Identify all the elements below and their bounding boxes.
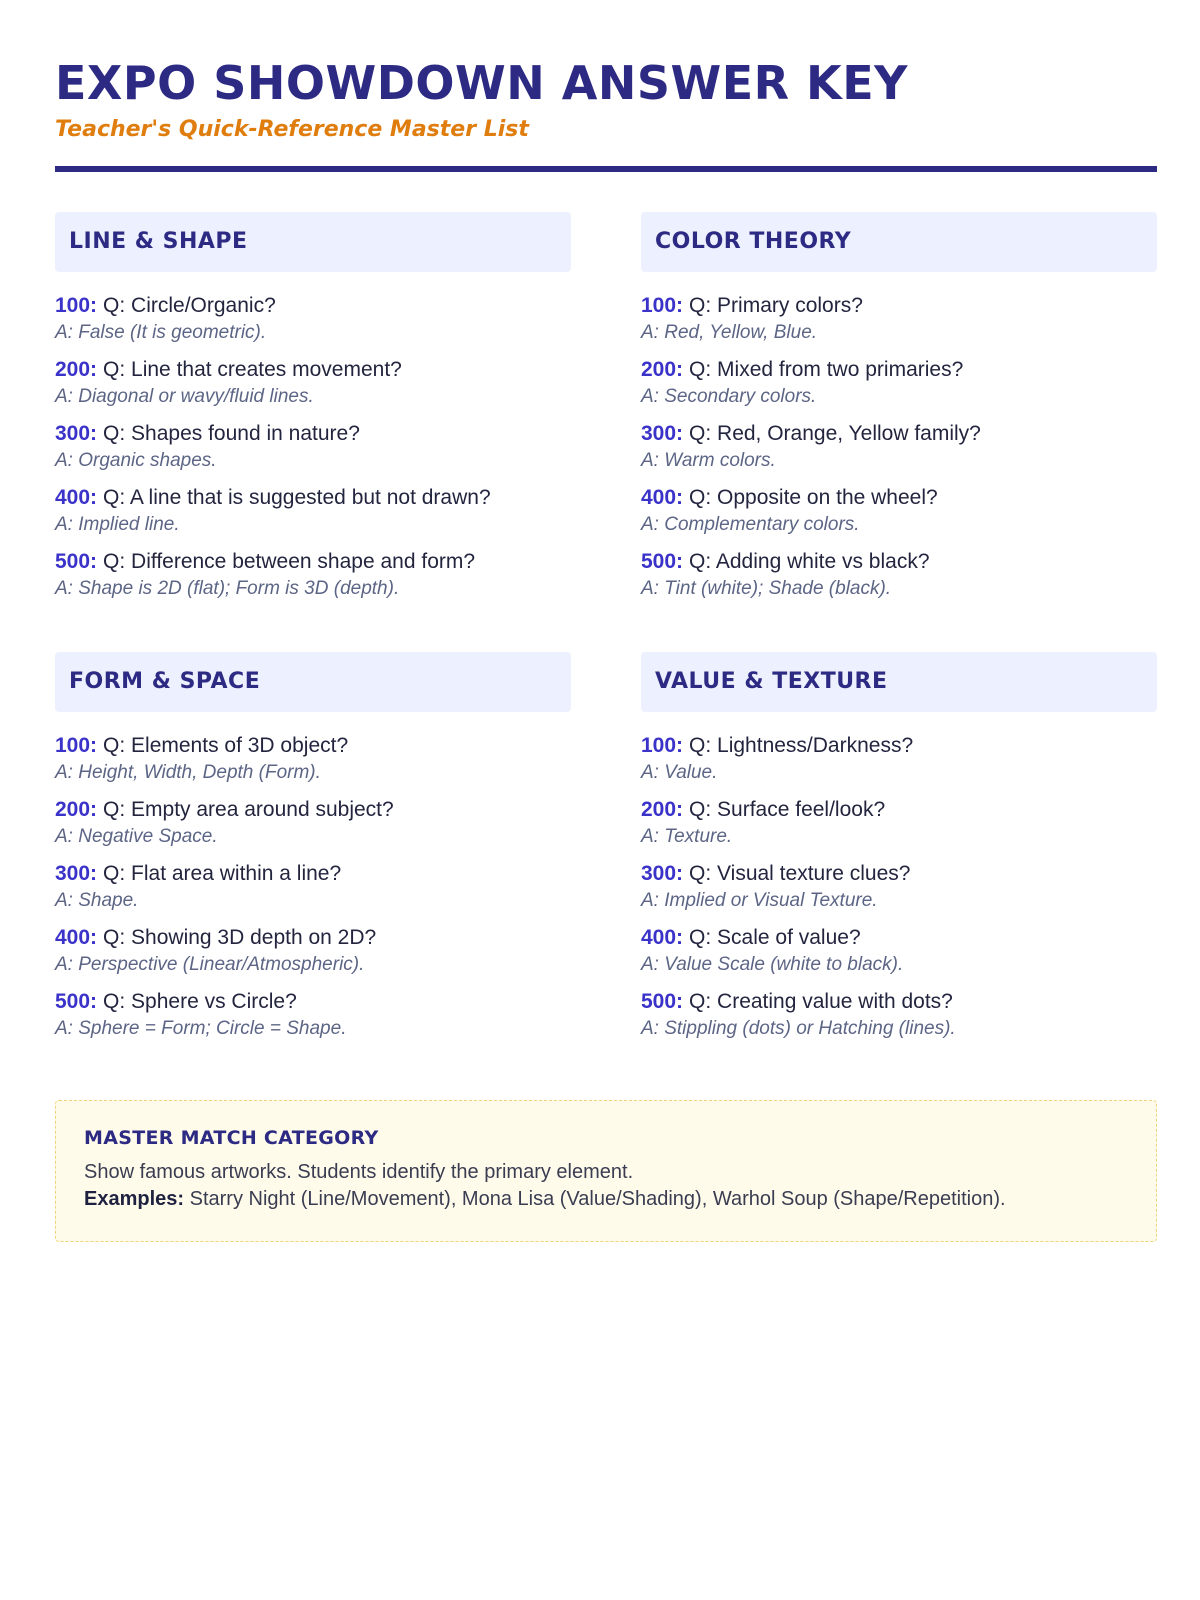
question-line [55, 484, 571, 512]
question-text: Q: Mixed from two primaries? [689, 358, 964, 381]
question-text: Q: Difference between shape and form? [103, 550, 476, 573]
question-line [641, 420, 1157, 448]
answer-text: A: False (It is geometric). [55, 322, 267, 343]
point-value: 400: [55, 926, 98, 949]
question-text: Q: Creating value with dots? [689, 990, 953, 1013]
question-line [641, 924, 1157, 952]
question-item [55, 924, 571, 978]
point-value: 100: [641, 734, 684, 757]
question-line [641, 292, 1157, 320]
answer-text: A: Complementary colors. [641, 514, 860, 535]
question-line [641, 988, 1157, 1016]
answer-text: A: Secondary colors. [641, 386, 817, 407]
master-match-box [55, 1100, 1157, 1242]
point-value: 300: [641, 862, 684, 885]
question-item [641, 420, 1157, 474]
question-line [55, 860, 571, 888]
question-item [55, 292, 571, 346]
question-text: Q: Elements of 3D object? [103, 734, 349, 757]
point-value: 400: [641, 926, 684, 949]
examples-label: Examples: [84, 1188, 185, 1210]
answer-text: A: Value Scale (white to black). [641, 954, 904, 975]
question-list [641, 292, 1157, 602]
question-text: Q: Line that creates movement? [103, 358, 402, 381]
point-value: 500: [641, 550, 684, 573]
point-value: 100: [55, 734, 98, 757]
category-header: COLOR THEORY [641, 212, 1157, 272]
point-value: 200: [641, 358, 684, 381]
question-item [55, 548, 571, 602]
question-item [55, 796, 571, 850]
category-header: LINE & SHAPE [55, 212, 571, 272]
answer-text: A: Negative Space. [55, 826, 218, 847]
point-value: 500: [55, 990, 98, 1013]
question-line [55, 292, 571, 320]
point-value: 200: [641, 798, 684, 821]
answer-text: A: Red, Yellow, Blue. [641, 322, 818, 343]
question-item [641, 484, 1157, 538]
question-line [55, 796, 571, 824]
question-item [641, 860, 1157, 914]
master-match-examples [84, 1186, 1128, 1213]
question-item [641, 292, 1157, 346]
question-text: Q: Adding white vs black? [689, 550, 930, 573]
point-value: 300: [55, 422, 98, 445]
question-item [55, 420, 571, 474]
question-text: Q: Lightness/Darkness? [689, 734, 914, 757]
question-item [641, 356, 1157, 410]
point-value: 400: [55, 486, 98, 509]
point-value: 500: [55, 550, 98, 573]
answer-text: A: Sphere = Form; Circle = Shape. [55, 1018, 347, 1039]
question-text: Q: Primary colors? [689, 294, 863, 317]
category-header: VALUE & TEXTURE [641, 652, 1157, 712]
question-text: Q: Opposite on the wheel? [689, 486, 938, 509]
question-item [641, 924, 1157, 978]
master-match-title: MASTER MATCH CATEGORY [84, 1127, 379, 1149]
examples-text: Starry Night (Line/Movement), Mona Lisa (Value/Shading), Warhol Soup (Shape/Repetition). [184, 1188, 1006, 1210]
category-block [641, 652, 1157, 1052]
answer-text: A: Warm colors. [641, 450, 776, 471]
question-text: Q: Red, Orange, Yellow family? [689, 422, 981, 445]
question-item [55, 860, 571, 914]
question-text: Q: Flat area within a line? [103, 862, 342, 885]
question-line [55, 356, 571, 384]
category-block [55, 652, 571, 1052]
category-block [641, 212, 1157, 612]
question-line [55, 732, 571, 760]
point-value: 200: [55, 798, 98, 821]
question-text: Q: Empty area around subject? [103, 798, 394, 821]
question-text: Q: A line that is suggested but not drawn? [103, 486, 491, 509]
category-block [55, 212, 571, 612]
point-value: 400: [641, 486, 684, 509]
answer-text: A: Stippling (dots) or Hatching (lines). [641, 1018, 956, 1039]
question-item [55, 988, 571, 1042]
header-divider [55, 166, 1157, 172]
answer-text: A: Implied or Visual Texture. [641, 890, 878, 911]
question-text: Q: Circle/Organic? [103, 294, 276, 317]
question-item [641, 548, 1157, 602]
question-item [641, 732, 1157, 786]
page-title: EXPO SHOWDOWN ANSWER KEY [55, 56, 908, 110]
answer-key-page [55, 52, 1157, 1242]
question-line [55, 924, 571, 952]
question-text: Q: Scale of value? [689, 926, 861, 949]
question-item [641, 796, 1157, 850]
question-line [55, 988, 571, 1016]
point-value: 500: [641, 990, 684, 1013]
answer-text: A: Texture. [641, 826, 733, 847]
question-line [641, 732, 1157, 760]
question-line [641, 860, 1157, 888]
question-text: Q: Showing 3D depth on 2D? [103, 926, 377, 949]
master-match-description: Show famous artworks. Students identify the primary element. [84, 1161, 634, 1183]
question-item [641, 988, 1157, 1042]
answer-text: A: Shape. [55, 890, 139, 911]
point-value: 300: [641, 422, 684, 445]
question-text: Q: Surface feel/look? [689, 798, 886, 821]
point-value: 100: [641, 294, 684, 317]
question-text: Q: Shapes found in nature? [103, 422, 360, 445]
question-text: Q: Visual texture clues? [689, 862, 911, 885]
answer-text: A: Tint (white); Shade (black). [641, 578, 892, 599]
category-header: FORM & SPACE [55, 652, 571, 712]
page-subtitle: Teacher's Quick-Reference Master List [55, 117, 529, 142]
point-value: 300: [55, 862, 98, 885]
question-list [641, 732, 1157, 1042]
question-list [55, 732, 571, 1042]
answer-text: A: Diagonal or wavy/fluid lines. [55, 386, 314, 407]
answer-text: A: Height, Width, Depth (Form). [55, 762, 321, 783]
answer-text: A: Shape is 2D (flat); Form is 3D (depth). [55, 578, 400, 599]
question-line [55, 548, 571, 576]
answer-text: A: Value. [641, 762, 718, 783]
answer-text: A: Organic shapes. [55, 450, 217, 471]
answer-text: A: Implied line. [55, 514, 180, 535]
category-grid [55, 212, 1157, 1052]
point-value: 200: [55, 358, 98, 381]
question-list [55, 292, 571, 602]
question-line [641, 548, 1157, 576]
point-value: 100: [55, 294, 98, 317]
question-line [641, 356, 1157, 384]
question-item [55, 732, 571, 786]
question-line [55, 420, 571, 448]
question-item [55, 484, 571, 538]
question-line [641, 796, 1157, 824]
question-item [55, 356, 571, 410]
question-text: Q: Sphere vs Circle? [103, 990, 297, 1013]
question-line [641, 484, 1157, 512]
answer-text: A: Perspective (Linear/Atmospheric). [55, 954, 365, 975]
